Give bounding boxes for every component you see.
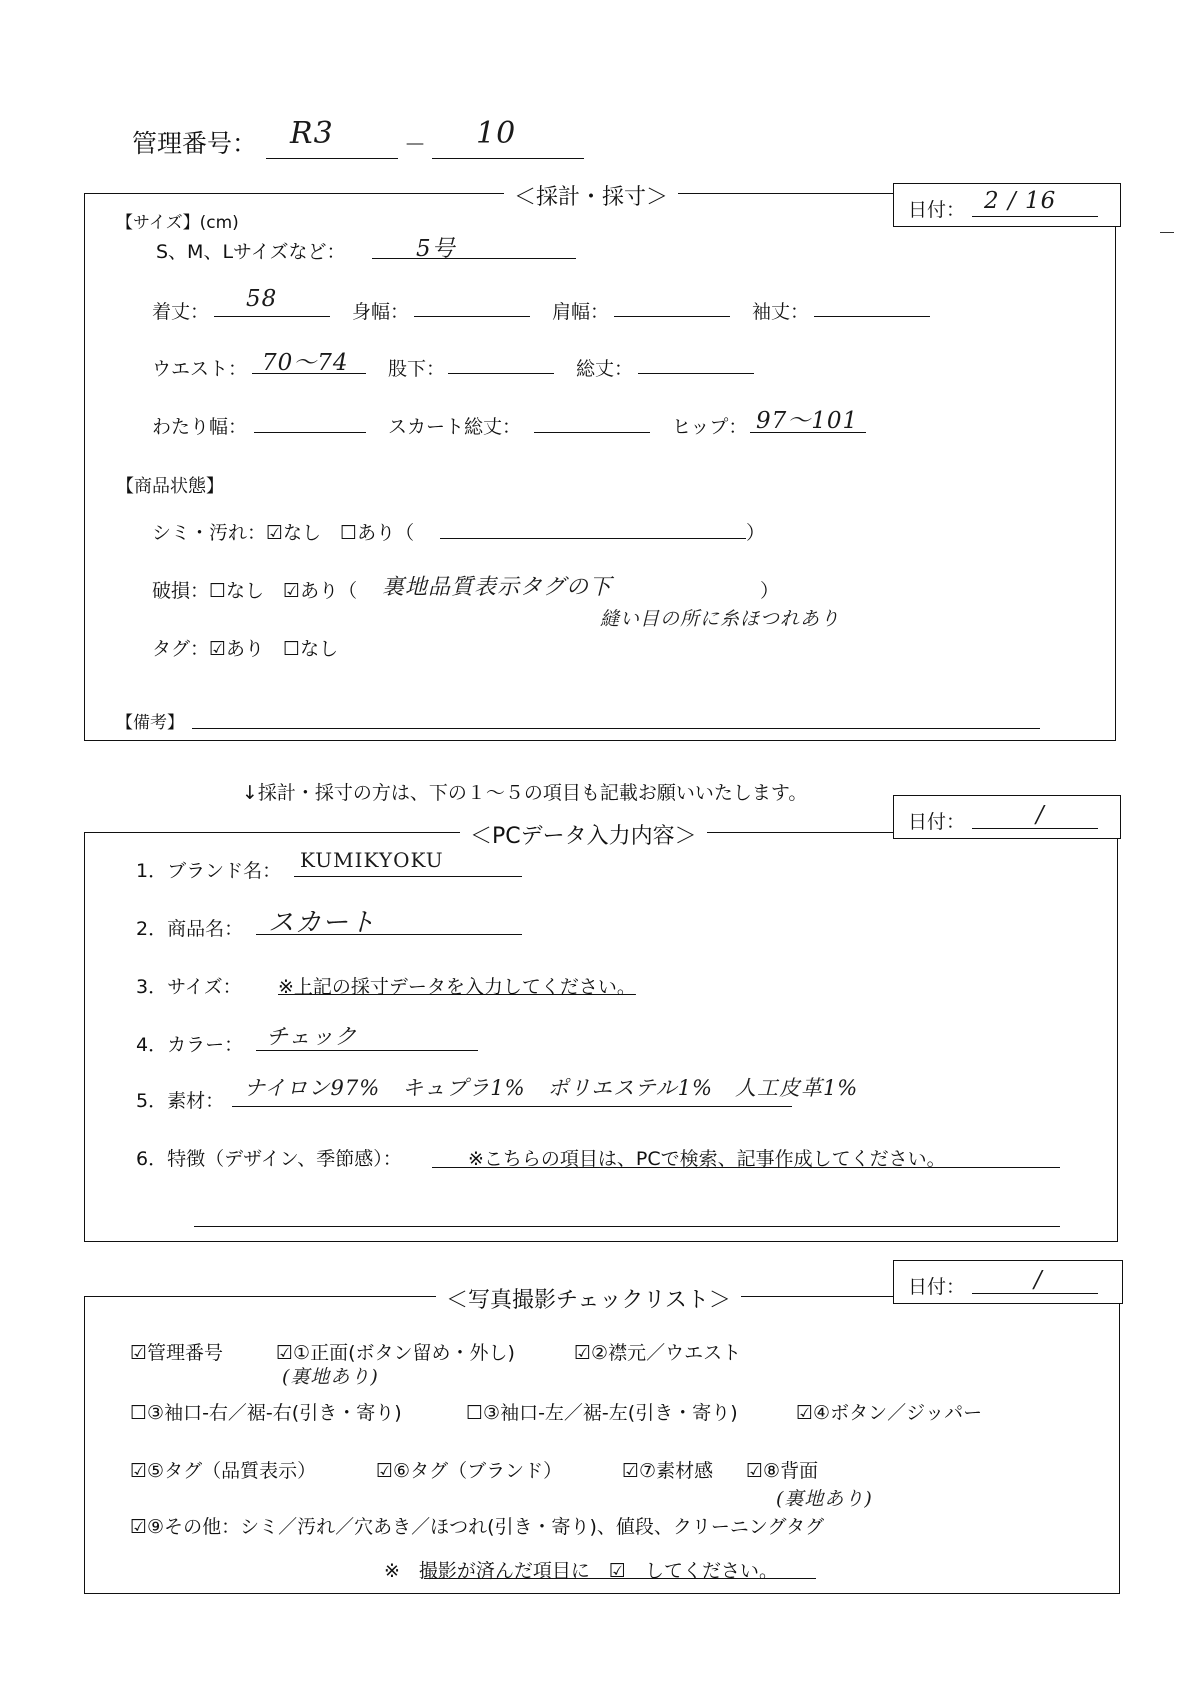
tag-line: タグ：☑あり ☐なし [152,638,339,660]
pc-data-date-value: / [1036,802,1045,828]
check-cuff-right: ☐③袖口-右／裾-右(引き・寄り) [130,1402,402,1424]
remarks-label: 【備考】 [116,713,184,733]
damage-line: 破損：☐なし ☑あり（ [152,580,358,602]
size-label: 3．サイズ： [136,976,242,998]
kanri-label: 管理番号： [132,129,258,158]
product-value: スカート [268,908,377,938]
damage-value: 裏地品質表示タグの下 [382,575,613,600]
skirt-label: スカート総丈： [388,416,522,438]
size-value: ※上記の採寸データを入力してください。 [278,976,636,998]
feature-label: 6．特徴（デザイン、季節感）： [136,1148,402,1170]
measurement-date-value: 2 / 16 [984,188,1057,214]
check-tag-brand: ☑⑥タグ（ブランド） [376,1460,563,1482]
kitake-value: 58 [246,286,278,312]
checklist-footer-note: ※ 撮影が済んだ項目に ☑ してください。 [384,1560,778,1582]
matashita-label: 股下： [388,358,446,380]
check-other: ☑⑨その他：シミ／汚れ／穴あき／ほつれ(引き・寄り)、値段、クリーニングタグ [130,1516,825,1538]
size-heading: 【サイズ】(cm) [116,213,239,233]
kanri-part2: 10 [476,116,517,151]
photo-checklist-title: ＜写真撮影チェックリスト＞ [436,1283,741,1314]
kanri-underline-1 [266,158,398,159]
measurement-title: ＜採計・採寸＞ [504,180,678,211]
katahaba-label: 肩幅： [552,301,610,323]
product-label: 2．商品名： [136,918,244,940]
waist-value: 70～74 [262,350,349,376]
measurement-date-label: 日付： [908,199,966,221]
hip-value: 97～101 [756,408,859,434]
check-kanri: ☑管理番号 [130,1342,224,1364]
pc-data-date-box [893,795,1121,839]
check-button: ☑④ボタン／ジッパー [796,1402,983,1424]
photo-date-value: / [1034,1267,1043,1293]
brand-label: 1．ブランド名： [136,860,282,882]
kitake-label: 着丈： [152,301,210,323]
instruction-note: ↓採計・採寸の方は、下の１～５の項目も記載お願いいたします。 [242,782,808,804]
condition-heading: 【商品状態】 [116,476,224,497]
pc-data-date-label: 日付： [908,811,966,833]
check-tag-quality: ☑⑤タグ（品質表示） [130,1460,317,1482]
check-front-note: (裏地あり) [282,1366,379,1388]
color-value: チェック [266,1025,358,1050]
stain-close: ） [746,522,766,544]
material-label: 5．素材： [136,1090,225,1112]
check-back: ☑⑧背面 [746,1460,819,1482]
soutake-label: 総丈： [576,358,634,380]
kanri-dash: － [404,133,427,158]
damage-note: 縫い目の所に糸ほつれあり [600,608,841,630]
kanri-part1: R3 [290,116,334,151]
feature-value: ※こちらの項目は、PCで検索、記事作成してください。 [468,1148,946,1170]
check-back-note: (裏地あり) [776,1488,873,1510]
material-value: ナイロン97% キュプラ1% ポリエステル1% 人工皮革1% [244,1076,859,1100]
check-cuff-left: ☐③袖口-左／裾-左(引き・寄り) [466,1402,738,1424]
damage-close: ） [760,580,780,602]
check-front: ☑①正面(ボタン留め・外し) [276,1342,515,1364]
photo-date-label: 日付： [908,1276,966,1298]
brand-value: KUMIKYOKU [300,848,444,872]
kanri-underline-2 [432,158,584,159]
hip-label: ヒップ： [672,416,748,438]
margin-mark [1160,232,1174,233]
color-label: 4．カラー： [136,1034,244,1056]
measurement-date-box [893,183,1121,227]
photo-date-box [893,1260,1123,1304]
sml-value: 5号 [416,236,456,262]
stain-line: シミ・汚れ：☑なし ☐あり（ [152,522,415,544]
sml-label: S、M、Lサイズなど： [156,241,346,263]
sodetake-label: 袖丈： [752,301,810,323]
check-collar: ☑②襟元／ウエスト [574,1342,742,1364]
watari-label: わたり幅： [152,416,248,438]
check-material: ☑⑦素材感 [622,1460,714,1482]
pc-data-title: ＜PCデータ入力内容＞ [460,819,707,850]
waist-label: ウエスト： [152,358,248,380]
mihaba-label: 身幅： [352,301,410,323]
